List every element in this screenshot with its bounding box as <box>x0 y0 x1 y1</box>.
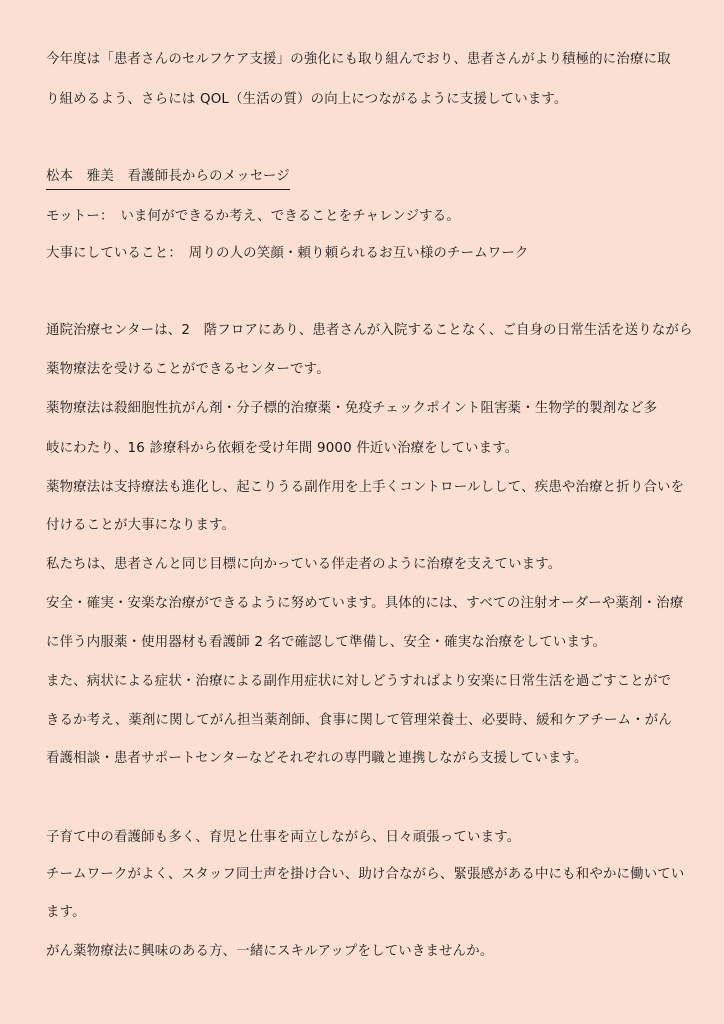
closing-line-4: がん薬物療法に興味のある方、一緒にスキルアップをしていきませんか。 <box>46 944 494 959</box>
value-line: 大事にしていること： 周りの人の笑顔・頼り頼られるお互い様のチームワーク <box>46 246 529 261</box>
center-line-9: に伴う内服薬・使用器材も看護師 2 名で確認して準備し、安全・確実な治療をしています。 <box>46 635 607 650</box>
closing-line-3: ます。 <box>46 905 86 920</box>
center-line-12: 看護相談・患者サポートセンターなどそれぞれの専門職と連携しながら支援しています。 <box>46 751 588 766</box>
center-line-2: 薬物療法を受けることができるセンターです。 <box>46 362 330 377</box>
center-line-11: きるか考え、薬剤に関してがん担当薬剤師、食事に関して管理栄養士、必要時、緩和ケアチーム・がん <box>46 713 672 728</box>
intro-line-2: り組めるよう、さらには QOL（生活の質）の向上につながるように支援しています。 <box>46 92 568 107</box>
center-line-4: 岐にわたり、16 診療科から依頼を受け年間 9000 件近い治療をしています。 <box>46 441 519 456</box>
center-line-1: 通院治療センターは、2 階フロアにあり、患者さんが入院することなく、ご自身の日常生活を送りながら <box>46 323 693 338</box>
center-line-8: 安全・確実・安楽な治療ができるように努めています。具体的には、すべての注射オーダーや薬剤・治療 <box>46 596 684 611</box>
closing-line-1: 子育て中の看護師も多く、育児と仕事を両立しながら、日々頑張っています。 <box>46 830 521 845</box>
intro-line-1: 今年度は「患者さんのセルフケア支援」の強化にも取り組んでおり、患者さんがより積極的に治療に取 <box>46 52 671 67</box>
center-line-3: 薬物療法は殺細胞性抗がん剤・分子標的治療薬・免疫チェックポイント阻害薬・生物学的製剤など多 <box>46 401 658 416</box>
motto-line: モットー： いま何ができるか考え、できることをチャレンジする。 <box>46 209 460 224</box>
message-heading: 松本 雅美 看護師長からのメッセージ <box>46 168 290 190</box>
center-line-10: また、病状による症状・治療による副作用症状に対しどうすればより安楽に日常生活を過ごすことがで <box>46 674 672 689</box>
center-line-6: 付けることが大事になります。 <box>46 518 236 533</box>
center-line-5: 薬物療法は支持療法も進化し、起こりうる副作用を上手くコントロールしして、疾患や治療と折り合いを <box>46 480 685 495</box>
closing-line-2: チームワークがよく、スタッフ同士声を掛け合い、助け合ながら、緊張感がある中にも和やかに働いてい <box>46 867 685 882</box>
center-line-7: 私たちは、患者さんと同じ目標に向かっている伴走者のように治療を支えています。 <box>46 557 562 572</box>
